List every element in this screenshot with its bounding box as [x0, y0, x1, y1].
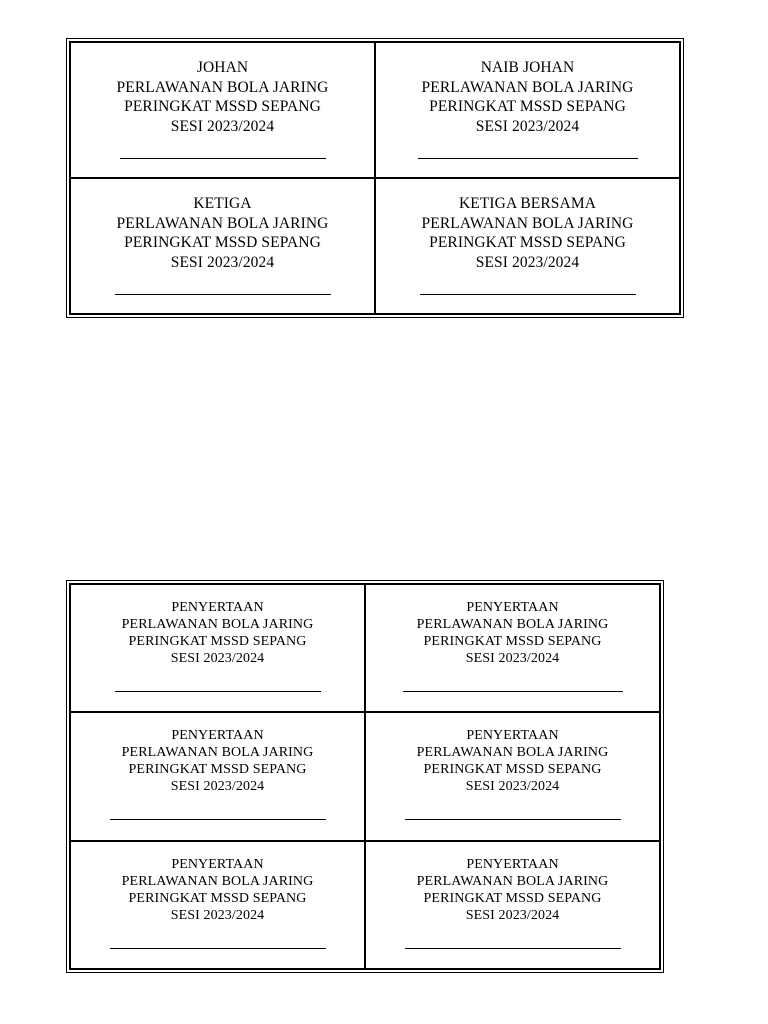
award-label-table	[69, 41, 681, 315]
signature-line	[120, 158, 326, 159]
event-level: PERINGKAT MSSD SEPANG	[128, 762, 307, 778]
participation-label	[365, 584, 660, 712]
event-level: PERINGKAT MSSD SEPANG	[124, 98, 321, 115]
event-level: PERINGKAT MSSD SEPANG	[423, 890, 602, 906]
event-name: PERLAWANAN BOLA JARING	[421, 214, 634, 232]
event-session: SESI 2023/2024	[170, 651, 265, 666]
signature-line	[403, 691, 623, 692]
signature-line	[110, 819, 326, 820]
participation-label	[70, 712, 365, 840]
event-name: PERLAWANAN BOLA JARING	[121, 617, 314, 632]
participation-label	[365, 712, 660, 840]
event-session: SESI 2023/2024	[170, 779, 265, 795]
event-level: PERINGKAT MSSD SEPANG	[124, 234, 321, 251]
award-title: PENYERTAAN	[171, 728, 264, 744]
event-session: SESI 2023/2024	[475, 253, 580, 271]
award-title: PENYERTAAN	[466, 600, 559, 615]
event-session: SESI 2023/2024	[170, 907, 265, 923]
award-title: PENYERTAAN	[171, 856, 264, 872]
event-level: PERINGKAT MSSD SEPANG	[423, 762, 602, 778]
signature-line	[418, 158, 638, 159]
signature-line	[420, 294, 636, 295]
event-session: SESI 2023/2024	[465, 907, 560, 923]
award-label-naib-johan	[375, 42, 680, 178]
event-level: PERINGKAT MSSD SEPANG	[429, 98, 626, 115]
event-name: PERLAWANAN BOLA JARING	[416, 617, 609, 632]
event-name: PERLAWANAN BOLA JARING	[416, 873, 609, 889]
event-session: SESI 2023/2024	[465, 779, 560, 795]
event-name: PERLAWANAN BOLA JARING	[416, 745, 609, 761]
signature-line	[405, 819, 621, 820]
event-name: PERLAWANAN BOLA JARING	[121, 745, 314, 761]
award-title: NAIB JOHAN	[480, 59, 575, 76]
award-title: KETIGA	[193, 195, 252, 212]
signature-line	[115, 294, 331, 295]
award-title: KETIGA BERSAMA	[458, 195, 597, 212]
event-name: PERLAWANAN BOLA JARING	[121, 873, 314, 889]
participation-label	[365, 841, 660, 969]
award-title: PENYERTAAN	[466, 728, 559, 744]
signature-line	[110, 948, 326, 949]
event-name: PERLAWANAN BOLA JARING	[421, 78, 634, 96]
event-level: PERINGKAT MSSD SEPANG	[429, 234, 626, 251]
event-session: SESI 2023/2024	[465, 651, 560, 666]
participation-label	[70, 841, 365, 969]
signature-line	[115, 691, 321, 692]
event-level: PERINGKAT MSSD SEPANG	[423, 634, 602, 649]
award-label-ketiga	[70, 178, 375, 314]
award-label-row	[70, 178, 680, 314]
participation-label-table	[69, 583, 661, 970]
participation-label-row	[70, 712, 660, 840]
participation-label-row	[70, 841, 660, 969]
award-title: PENYERTAAN	[466, 856, 559, 872]
event-session: SESI 2023/2024	[170, 253, 275, 271]
award-title: JOHAN	[196, 59, 249, 76]
event-level: PERINGKAT MSSD SEPANG	[128, 634, 307, 649]
participation-label-grid	[66, 580, 664, 973]
participation-label	[70, 584, 365, 712]
award-label-ketiga-bersama	[375, 178, 680, 314]
event-name: PERLAWANAN BOLA JARING	[116, 214, 329, 232]
award-label-row	[70, 42, 680, 178]
award-title: PENYERTAAN	[171, 600, 264, 615]
award-label-grid	[66, 38, 684, 318]
event-session: SESI 2023/2024	[475, 117, 580, 135]
event-session: SESI 2023/2024	[170, 117, 275, 135]
award-label-johan	[70, 42, 375, 178]
signature-line	[405, 948, 621, 949]
event-name: PERLAWANAN BOLA JARING	[116, 78, 329, 96]
participation-label-row	[70, 584, 660, 712]
event-level: PERINGKAT MSSD SEPANG	[128, 890, 307, 906]
